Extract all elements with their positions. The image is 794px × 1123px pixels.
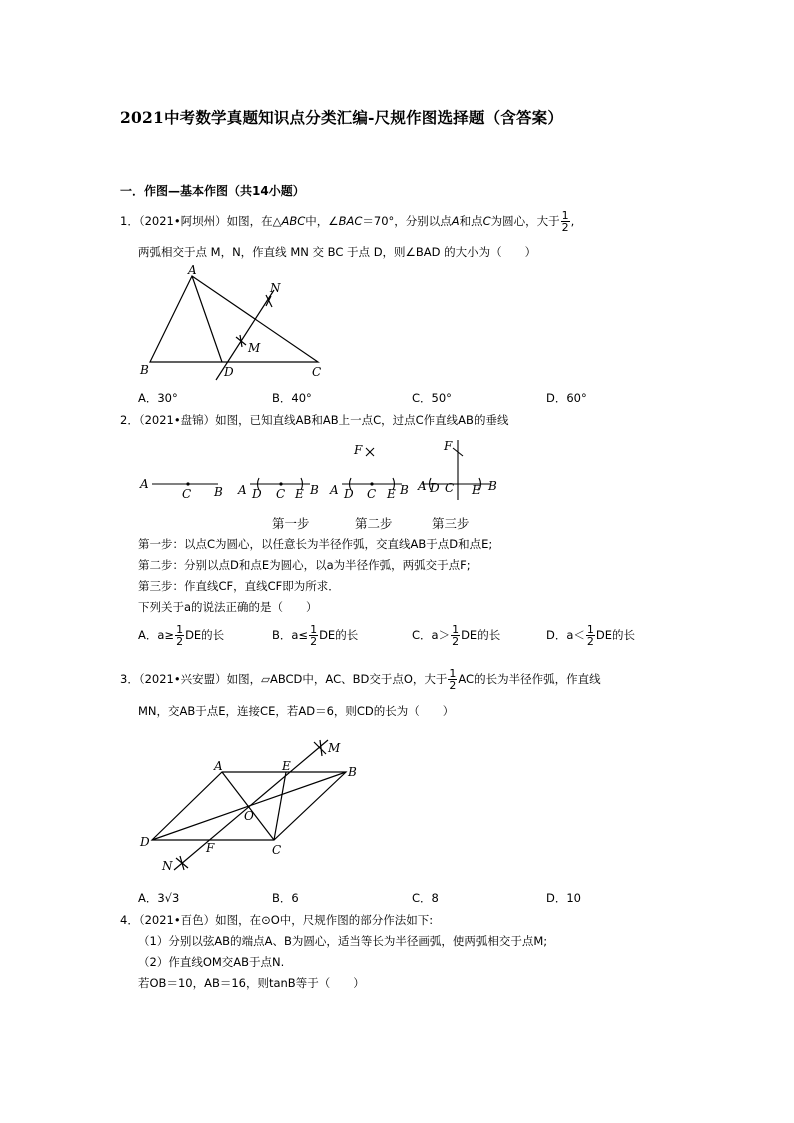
q2-p4-label-a: A (418, 479, 427, 493)
q2-p3-label-a: A (330, 483, 339, 497)
q2-p4-label-d: D (430, 481, 440, 495)
q2-p1-label-b: B (214, 485, 223, 499)
q3-fraction: $\frac{1}{2}$ (449, 667, 457, 692)
q3-option-d: D．10 (546, 891, 581, 905)
q4-stem: 4．（2021•百色）如图，在⊙O中，尺规作图的部分作法如下: (120, 913, 434, 927)
q1-label-d: D (224, 365, 234, 379)
q1-stem-line2: 两弧相交于点 M，N，作直线 MN 交 BC 于点 D，则∠BAD 的大小为（ ） (138, 245, 537, 259)
q2-step1: 第一步：以点C为圆心，以任意长为半径作弧，交直线AB于点D和点E; (138, 537, 493, 551)
q4-step1: （1）分别以弦AB的端点A、B为圆心，适当等长为半径画弧，使两弧相交于点M; (138, 934, 548, 948)
section-heading: 一．作图—基本作图（共14小题） (120, 184, 305, 198)
q2-option-a: A．a≥ $\frac{1}{2}$ DE的长 (138, 623, 225, 648)
q2-p2-label-a: A (238, 483, 247, 497)
q4-question: 若OB＝10，AB＝16，则tanB等于（ ） (138, 976, 365, 990)
q1-label-m: M (248, 341, 261, 355)
q2-p1-label-a: A (140, 477, 149, 491)
q3-label-f: F (206, 841, 215, 855)
q3-figure (138, 734, 374, 878)
q2-stem: 2．（2021•盘锦）如图，已知直线AB和AB上一点C，过点C作直线AB的垂线 (120, 413, 509, 427)
q1-stem-line1: 1．（2021•阿坝州）如图，在△ABC中，∠BAC＝70°，分别以点A和点C为圆心，大于 $\frac{1}{2}$ , (120, 209, 575, 234)
q2-question: 下列关于a的说法正确的是（ ） (138, 600, 318, 614)
q3-label-d: D (140, 835, 150, 849)
q1-label-a: A (188, 263, 197, 277)
q2-p3-label-b: B (400, 483, 409, 497)
q1-label-n: N (270, 281, 281, 295)
q3-label-m: M (328, 741, 341, 755)
q3-stem-line2: MN，交AB于点E，连接CE，若AD＝6，则CD的长为（ ） (138, 704, 455, 718)
q3-label-b: B (348, 765, 357, 779)
q2-p2-label-d: D (252, 487, 262, 500)
q2-step-caption-1: 第一步 (272, 516, 310, 531)
q1-option-a: A．30° (138, 391, 178, 405)
q2-option-c: C．a＞ $\frac{1}{2}$ DE的长 (412, 623, 501, 648)
q2-option-d: D．a＜ $\frac{1}{2}$ DE的长 (546, 623, 636, 648)
page-title: 2021中考数学真题知识点分类汇编-尺规作图选择题（含答案） (120, 108, 564, 127)
q2-step3: 第三步：作直线CF，直线CF即为所求． (138, 579, 340, 593)
q3-label-n: N (162, 859, 173, 873)
q1-label-c: C (312, 365, 322, 379)
q2-p3-label-c: C (367, 487, 377, 500)
q3-stem-line1: 3．（2021•兴安盟）如图，▱ABCD中，AC、BD交于点O，大于 $\frac{1}{2}$ AC的长为半径作弧，作直线 (120, 667, 601, 692)
q3-label-e: E (282, 759, 291, 773)
q2-p4-label-f: F (444, 439, 453, 453)
q2-step-caption-2: 第二步 (355, 516, 393, 531)
q1-option-c: C．50° (412, 391, 452, 405)
q2-p2-label-c: C (276, 487, 286, 500)
q2-step2: 第二步：分别以点D和点E为圆心，以a为半径作弧，两弧交于点F; (138, 558, 471, 572)
q3-label-o: O (244, 809, 254, 823)
q2-p4-label-b: B (488, 479, 497, 493)
q3-option-a: A．3√3 (138, 891, 180, 905)
q2-p4-label-c: C (445, 481, 455, 495)
q4-step2: （2）作直线OM交AB于点N. (138, 955, 285, 969)
q2-figure (138, 436, 508, 500)
q2-p1-label-c: C (182, 487, 192, 500)
q1-label-b: B (140, 363, 149, 377)
q2-step-caption-3: 第三步 (432, 516, 470, 531)
q2-p3-label-e: E (387, 487, 396, 500)
q2-option-b: B．a≤ $\frac{1}{2}$ DE的长 (272, 623, 359, 648)
q1-figure (130, 262, 330, 384)
q3-label-c: C (272, 843, 282, 857)
q3-option-c: C．8 (412, 891, 439, 905)
q3-label-a: A (214, 759, 223, 773)
q1-option-d: D．60° (546, 391, 587, 405)
q2-p2-label-e: E (295, 487, 304, 500)
q2-p3-label-d: D (344, 487, 354, 500)
q2-p3-label-f: F (354, 443, 363, 457)
q1-option-b: B．40° (272, 391, 312, 405)
q3-option-b: B．6 (272, 891, 299, 905)
q2-p2-label-b: B (310, 483, 319, 497)
q2-p4-label-e: E (472, 483, 481, 497)
q1-fraction: $\frac{1}{2}$ (561, 209, 569, 234)
